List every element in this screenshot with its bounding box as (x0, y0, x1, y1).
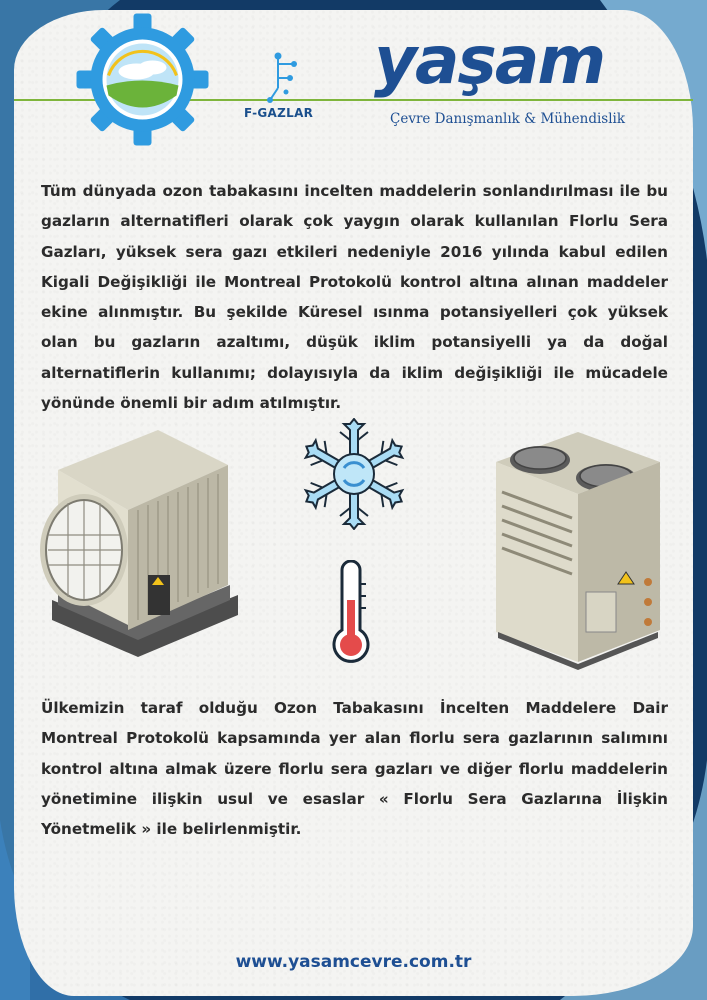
website-link[interactable]: www.yasamcevre.com.tr (235, 952, 472, 972)
gear-logo-icon (75, 12, 210, 147)
paragraph-regulation: Ülkemizin taraf olduğu Ozon Tabakasını İncelten Maddelere Dair Montreal Protokolü kapsamında yer alan florlu sera gazlarının salımını kontrol altına almak üzere florlu sera gazları ve diğer florlu maddelerin yönetimine ilişkin usul ve esaslar « Florlu Sera Gazlarına İlişkin Yönetmelik » ile belirlenmiştir. (41, 699, 668, 839)
brand-name: yaşam (374, 22, 605, 99)
air-conditioner-unit-icon (38, 425, 238, 665)
brand-tagline: Çevre Danışmanlık & Mühendislik (390, 111, 626, 127)
thermometer-icon (324, 560, 378, 670)
condenser-unit-icon (488, 432, 668, 672)
fgazlar-label: F-GAZLAR (244, 106, 314, 120)
snowflake-icon (302, 418, 406, 530)
paragraph-intro: Tüm dünyada ozon tabakasını incelten maddelerin sonlandırılması ile bu gazların alternatifleri olarak çok yaygın olarak kullanılan Florlu Sera Gazları, yüksek sera gazı etkileri nedeniyle 2016 yılında kabul edilen Kigali Değişikliği ile Montreal Protokolü kontrol altına alınan maddeler ekine alınmıştır. Bu şekilde Küresel ısınma potansiyelleri çok yüksek olan bu gazların azaltımı, düşük iklim potansiyelli ya da doğal alternatiflerin kullanımı; dolayısıyla da iklim değişikliği ile mücadele yönünde önemli bir adım atılmıştır. (41, 182, 668, 413)
